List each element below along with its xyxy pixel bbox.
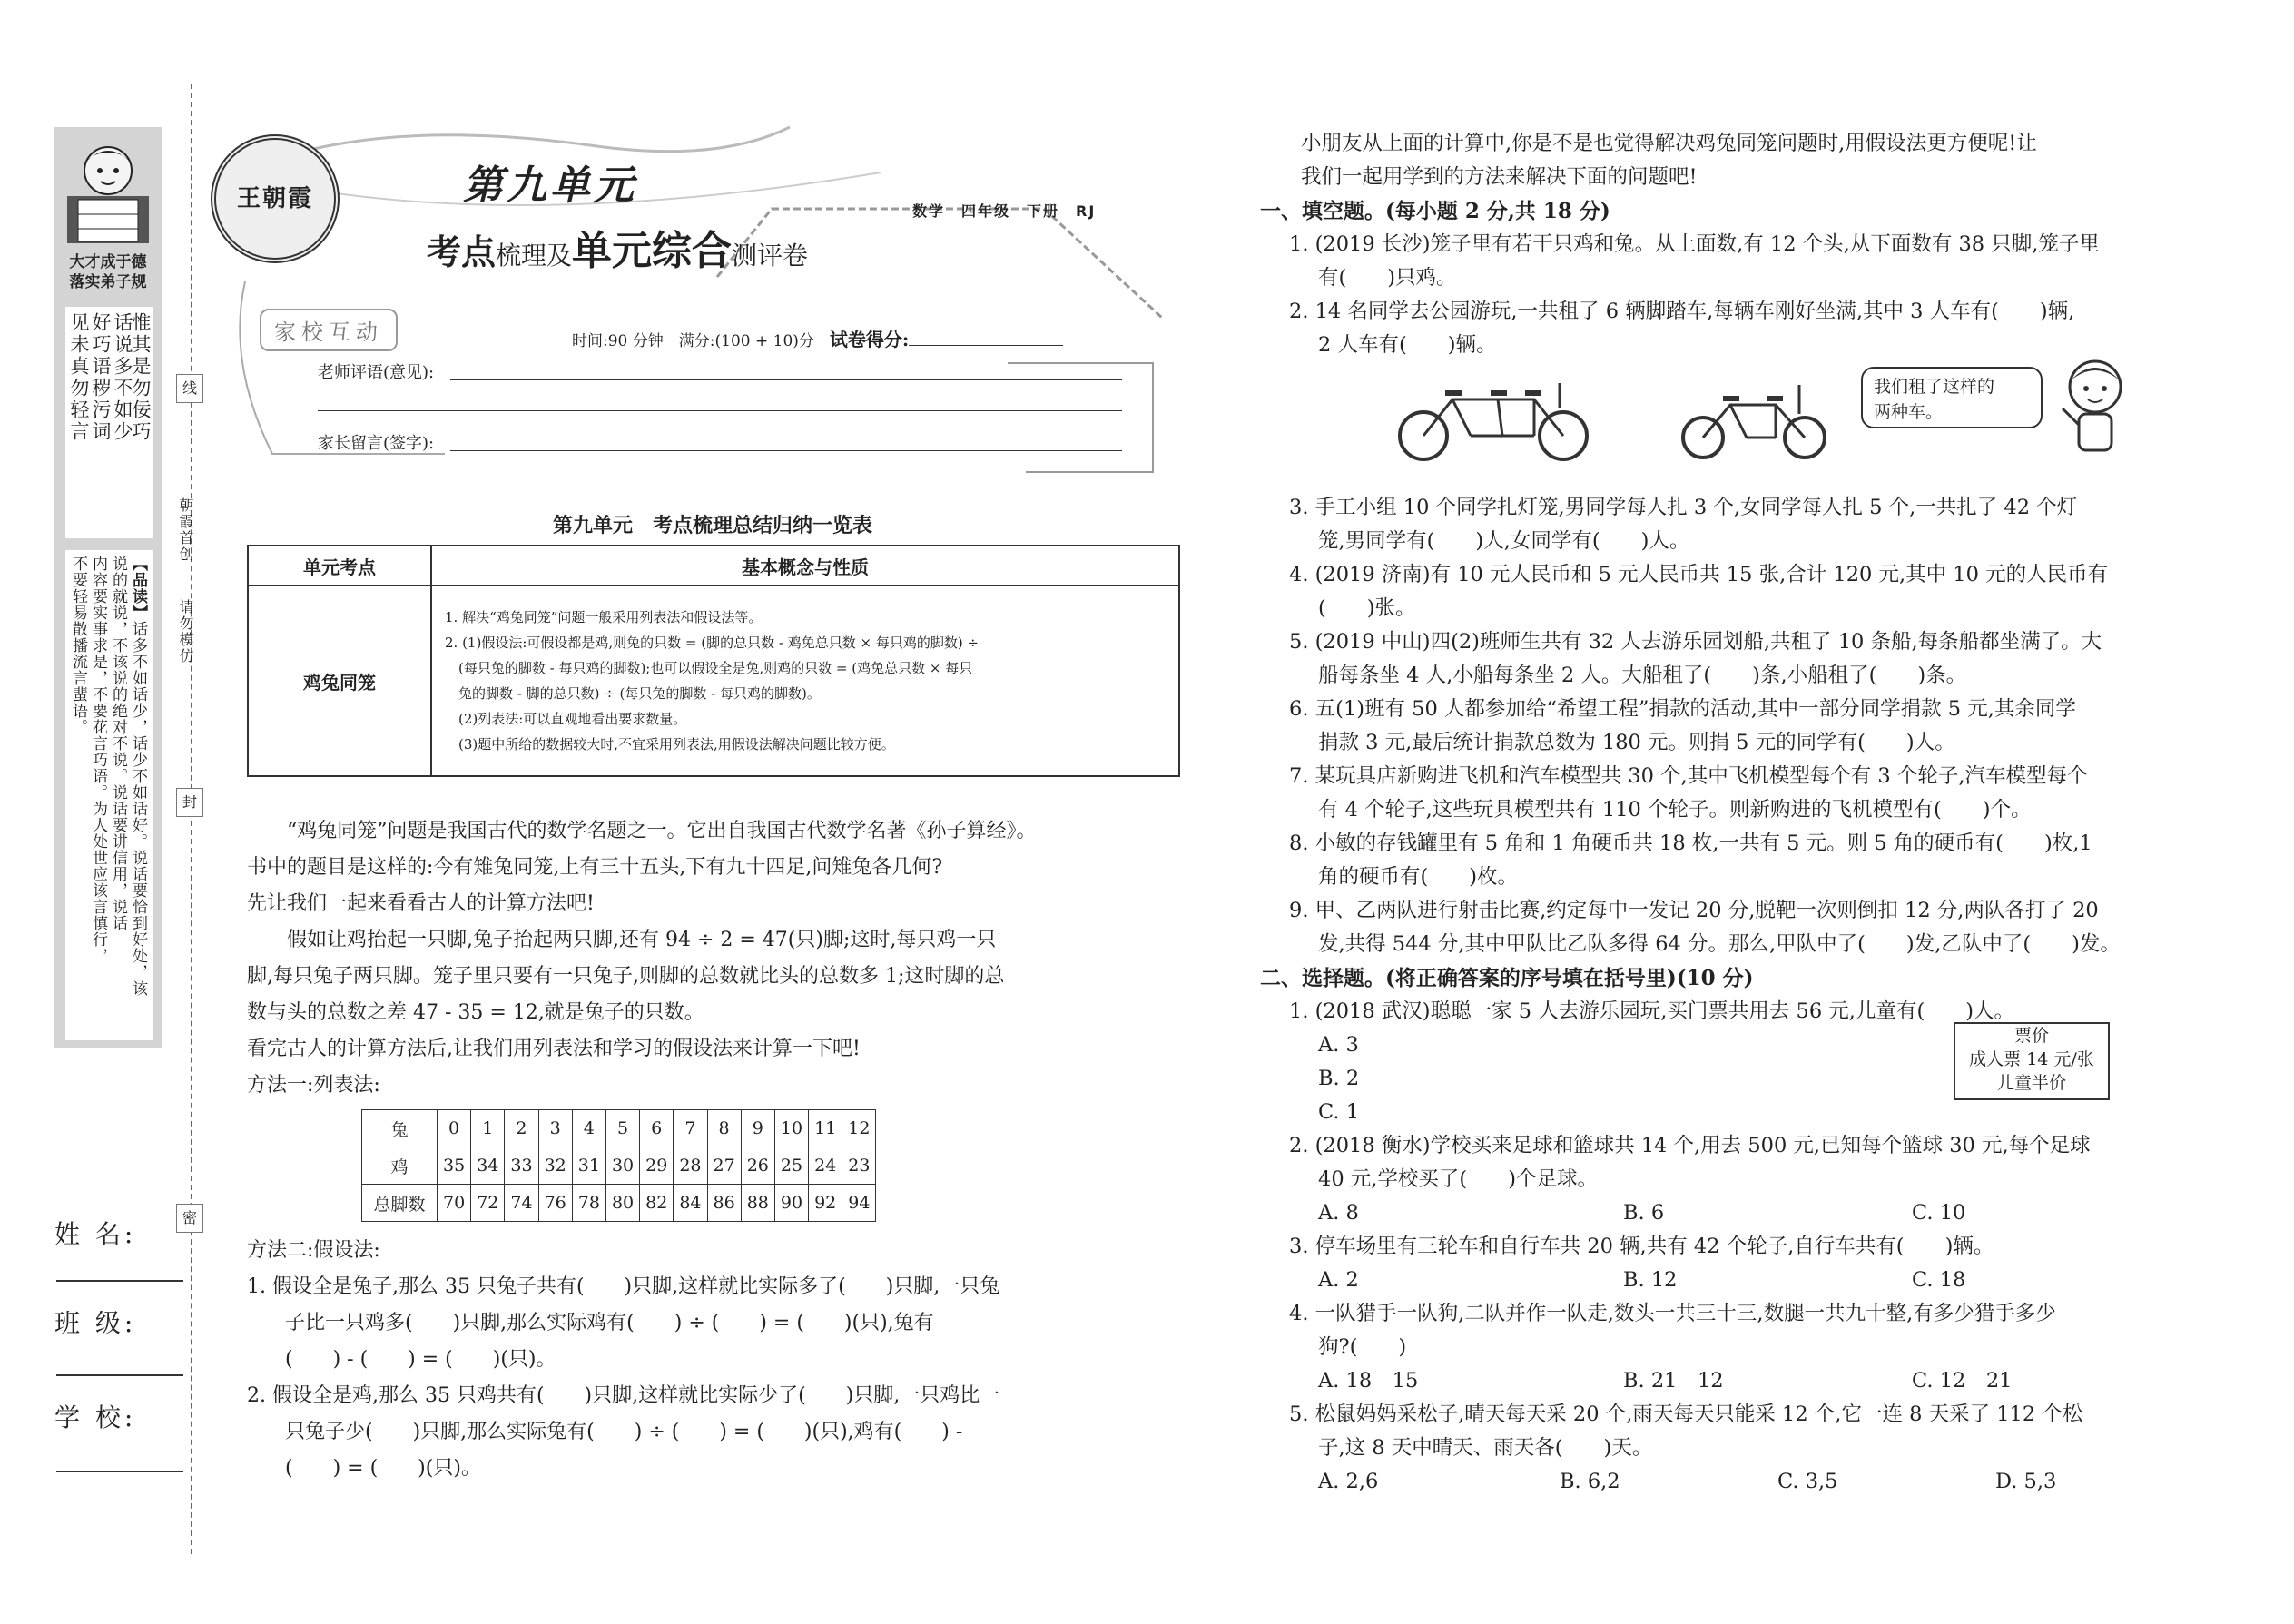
poem-col-1: 见未真勿轻言 [68,312,90,443]
fill-q7: 7. 某玩具店新购进飞机和汽车模型共 30 个,其中飞机模型每个有 3 个轮子,汽车模型每个 [1289,764,2088,788]
fill-q1: 1. (2019 长沙)笼子里有若干只鸡和兔。从上面数,有 12 个头,从下面数有 38 只脚,笼子里 [1289,232,2100,256]
choice-q2: 2. (2018 衡水)学校买来足球和篮球共 14 个,用去 500 元,已知每个篮球 30 元,每个足球 [1289,1134,2091,1157]
pindu-label: 【品读】 [129,556,147,621]
parent-comment-line[interactable] [450,450,1122,451]
unit-title: 第九单元 [463,162,637,209]
ticket-title: 票价 [2013,1026,2049,1046]
choice-q3-opt-c[interactable]: C. 18 [1912,1268,1966,1292]
summary-table [247,545,1180,777]
choice-q1: 1. (2018 武汉)聪聪一家 5 人去游乐园玩,买门票共用去 56 元,儿童有( )人。 [1289,999,2015,1023]
fill-q9: 9. 甲、乙两队进行射击比赛,约定每中一发记 20 分,脱靶一次则倒扣 12 分,两队各打了 20 [1289,899,2099,922]
assume-chicken-q: 2. 假设全是鸡,那么 35 只鸡共有( )只脚,这样就比实际少了( )只脚,一只鸡比一 [247,1384,1000,1407]
speech-bubble: 我们租了这样的 两种车。 [1861,367,2043,428]
choice-q1-opt-b[interactable]: B. 2 [1318,1067,1360,1090]
pindu-col-2: 说的就说，不该说的绝对不说。说话要讲信用，说话 [109,556,127,931]
table-row-rabbit: 兔 0 1 2 3 4 5 6 7 8 9 10 11 12 [362,1110,876,1147]
choice-q3-opt-b[interactable]: B. 12 [1623,1268,1678,1292]
assume-rabbit-q: 1. 假设全是兔子,那么 35 只兔子共有( )只脚,这样就比实际多了( )只脚,一只兔 [247,1275,1000,1298]
choice-q5-opt-a[interactable]: A. 2,6 [1318,1470,1379,1493]
choice-q2-opt-b[interactable]: B. 6 [1623,1201,1665,1225]
name-label: 姓 名: [54,1219,137,1249]
motto-poem [65,307,153,538]
exam-subtitle: 考点梳理及单元综合测评卷 [427,228,809,274]
section-choice: 二、选择题。(将正确答案的序号填在括号里)(10 分) [1260,966,1754,990]
fill-q5: 5. (2019 中山)四(2)班师生共有 32 人去游乐园划船,共租了 10 条船,每条船都坐满了。大 [1289,630,2102,654]
method-2-text: 方法二:假设法: 1. 假设全是兔子,那么 35 只兔子共有( )只脚,这样就比实际多了( )只脚,一只兔 子比一只鸡多( )只脚,那么实际鸡有( ) ÷ ( ) = ( )(只),兔有 ( ) - ( ) = ( )(只)。 2. 假设全是鸡,那么 35 只鸡共有( )只脚,这样就比实际少了( )只脚,一只鸡比一 只兔子少( )只脚,那么实际兔有( ) ÷ ( ) = ( )(只),鸡有( ) - ( ) = ( )(只)。 [247,1233,1191,1487]
pindu-col-3: 内容要实事求是，不要花言巧语。为人处世应该言慎行， [89,556,107,964]
fill-q2: 2. 14 名同学去公园游玩,一共租了 6 辆脚踏车,每辆车刚好坐满,其中 3 人车有( )辆, [1289,300,2075,323]
name-line[interactable] [56,1280,183,1282]
brand-logo [211,134,340,263]
score-blank[interactable] [909,345,1063,346]
summary-header-row [248,546,1179,586]
fill-q8: 8. 小敏的存钱罐里有 5 角和 1 角硬币共 18 枚,一共有 5 元。则 5 角的硬币有( )枚,1 [1289,832,2092,855]
listing-table [361,1109,876,1222]
motto-line-2: 落实弟子规 [69,273,147,291]
cut-note-1: 朝霞首创 [177,497,194,563]
choice-q2-opt-a[interactable]: A. 8 [1318,1201,1359,1225]
method-1-label: 方法一:列表法: [247,1074,380,1097]
choice-q2-opt-c[interactable]: C. 10 [1912,1201,1966,1225]
choice-q5-options [1260,1465,2222,1499]
cut-mark-xian: 线 [176,374,203,403]
total-score: 满分:(100 + 10)分 [678,332,814,350]
cut-line [191,84,192,1554]
summary-col-topic: 单元考点 [248,546,431,586]
right-column: 小朋友从上面的计算中,你是不是也觉得解决鸡兔同笼问题时,用假设法更方便呢!让 我们一起用学到的方法来解决下面的问题吧! 一、填空题。(每小题 2 分,共 18 分) 1. (2019 长沙)笼子里有若干只鸡和兔。从上面数,有 12 个头,从下面数有 38 只脚,笼子里 有( )只鸡。 2. 14 名同学去公园游玩,一共租了 6 辆脚踏车,每辆车刚好坐满,其中 3 人车有( )辆, 2 人车有( )辆。 3. 手工小组 10 个同学扎灯笼,男同学每人扎 3 个,女同学每人扎 5 个,一共扎了 42 个灯 笼,男同学有( )人,女同学有( )人。 4. (2019 济南)有 10 元人民币和 5 元人民币共 15 张,合计 120 元,其中 10 元的人民币有 ( )张。 5. (2019 中山)四(2)班师生共有 32 人去游乐园划船,共租了 10 条船,每条船都坐满了。大 船每条坐 4 人,小船每条坐 2 人。大船租了( )条,小船租了( )条。 6. 五(1)班有 50 人都参加给“希望工程”捐款的活动,其中一部分同学捐款 5 元,其余同学 捐款 3 元,最后统计捐款总数为 180 元。则捐 5 元的同学有( )人。 7. 某玩具店新购进飞机和汽车模型共 30 个,其中飞机模型每个有 3 个轮子,汽车模型每个 有 4 个轮子,这些玩具模型共有 110 个轮子。则新购进的飞机模型有( )个。 8. 小敏的存钱罐里有 5 角和 1 角硬币共 18 枚,一共有 5 元。则 5 角的硬币有( )枚,1 角的硬币有( )枚。 9. 甲、乙两队进行射击比赛,约定每中一发记 20 分,脱靶一次则倒扣 12 分,两队各打了 20 发,共得 544 分,其中甲队比乙队多得 64 分。那么,甲队中了( )发,乙队中了( )发。 二、选择题。(将正确答案的序号填在括号里)(10 分) 1. (2018 武汉)聪聪一家 5 人去游乐园玩,买门票共用去 56 元,儿童有( )人。 A. 3 B. 2 C. 1 2. (2018 衡水)学校买来足球和篮球共 14 个,用去 500 元,已知每个篮球 30 元,每个足球 40 元,学校买了( )个足球。 A. 8 B. 6 C. 10 3. 停车场里有三轮车和自行车共 20 辆,共有 42 个轮子,自行车共有( )辆。 A. 2 B. 12 C. 18 4. 一队猎手一队狗,二队并作一队走,数头一共三十三,数腿一共九十整,有多少猎手多少 狗?( ) A. 18 15 B. 21 12 C. 12 21 5. 松鼠妈妈采松子,晴天每天采 20 个,雨天每天只能采 12 个,它一连 8 天采了 112 个松 子,这 8 天中晴天、雨天各( )天。 A. 2,6 B. 6,2 C. 3,5 D. 5,3 [1260,127,2222,1499]
table-row-feet: 总脚数 70 72 74 76 78 80 82 84 86 88 90 92 94 [362,1185,876,1222]
choice-q3-opt-a[interactable]: A. 2 [1318,1268,1359,1292]
home-school-badge: 家校互动 [260,309,398,351]
time-limit: 时间:90 分钟 [572,332,664,350]
class-line[interactable] [56,1374,183,1376]
choice-q5: 5. 松鼠妈妈采松子,晴天每天采 20 个,雨天每天只能采 12 个,它一连 8 天采了 112 个松 [1289,1403,2083,1426]
choice-q4: 4. 一队猎手一队狗,二队并作一队走,数头一共三十三,数腿一共九十整,有多少猎手多少 [1289,1302,2056,1325]
pindu-box [65,550,153,1040]
class-label: 班 级: [54,1308,137,1338]
choice-q4-opt-a[interactable]: A. 18 15 [1318,1369,1419,1393]
fill-q6: 6. 五(1)班有 50 人都参加给“希望工程”捐款的活动,其中一部分同学捐款 5 元,其余同学 [1289,697,2076,721]
pindu-col-4: 不要轻易散播流言蜚语。 [69,556,87,735]
tandem-bike-3-seat [1398,372,1589,463]
choice-q4-opt-b[interactable]: B. 21 12 [1623,1369,1724,1393]
cut-mark-mi: 密 [176,1204,203,1233]
school-line[interactable] [56,1471,183,1472]
exam-info [572,325,1063,351]
method-2-label: 方法二:假设法: [247,1239,380,1262]
ticket-child: 儿童半价 [1996,1073,2066,1093]
school-label: 学 校: [54,1403,137,1432]
choice-q5-opt-b[interactable]: B. 6,2 [1560,1470,1620,1493]
section-fill-blank: 一、填空题。(每小题 2 分,共 18 分) [1260,199,1610,223]
choice-q5-opt-d[interactable]: D. 5,3 [1995,1470,2057,1493]
teacher-comment-line-2[interactable] [318,410,1122,411]
choice-q3-options [1260,1264,2222,1297]
teacher-comment-label: 老师评语(意见): [318,363,435,382]
summary-col-concept: 基本概念与性质 [431,546,1179,586]
summary-row [248,586,1179,776]
motto-line-1: 大才成于德 [69,253,147,271]
choice-q5-opt-c[interactable]: C. 3,5 [1777,1470,1838,1493]
fill-q3: 3. 手工小组 10 个同学扎灯笼,男同学每人扎 3 个,女同学每人扎 5 个,一共扎了 42 个灯 [1289,496,2078,519]
choice-q4-options [1260,1364,2222,1398]
summary-concepts: 1. 解决“鸡兔同笼”问题一般采用列表法和假设法等。 2. (1)假设法:可假设都是鸡,则兔的只数 = (脚的总只数 - 鸡兔总只数 × 每只鸡的脚数) ÷ (每只兔的脚数 - 每只鸡的脚数);也可以假设全是兔,则鸡的只数 = (鸡兔总只数 × 每只 兔的脚数 - 脚的总只数) ÷ (每只兔的脚数 - 每只鸡的脚数)。 (2)列表法:可以直观地看出要求数量。 (3)题中所给的数据较大时,不宜采用列表法,用假设法解决问题比较方便。 [431,586,1179,776]
logo-text: 王朝霞 [236,185,313,212]
ticket-price-box [1954,1022,2110,1100]
summary-title: 第九单元 考点梳理总结归纳一览表 [552,514,872,537]
fill-q4: 4. (2019 济南)有 10 元人民币和 5 元人民币共 15 张,合计 120 元,其中 10 元的人民币有 [1289,563,2109,586]
motto-top [60,252,156,292]
cut-mark-feng: 封 [176,788,203,817]
choice-q1-opt-a[interactable]: A. 3 [1318,1033,1359,1057]
grade-tags: 数学 四年级 下册 RJ [912,202,1097,220]
choice-q4-opt-c[interactable]: C. 12 21 [1912,1369,2013,1393]
poem-col-3: 话说多不如少 [112,312,133,443]
choice-q3: 3. 停车场里有三轮车和自行车共 20 辆,共有 42 个轮子,自行车共有( )辆。 [1289,1235,1994,1258]
tandem-bike-2-seat [1681,378,1826,463]
boy-illustration [2053,354,2135,454]
ticket-adult: 成人票 14 元/张 [1969,1049,2094,1069]
teacher-comment-line[interactable] [450,379,1122,380]
choice-q2-options [1260,1196,2222,1230]
child-illustration [60,133,156,247]
poem-col-2: 好巧语秽污词 [90,312,112,443]
parent-comment-label: 家长留言(签字): [318,434,435,453]
poem-col-4: 惟其是勿佞巧 [130,312,152,443]
table-row-chicken: 鸡 35 34 33 32 31 30 29 28 27 26 25 24 23 [362,1147,876,1185]
intro-text: “鸡兔同笼”问题是我国古代的数学名题之一。它出自我国古代数学名著《孙子算经》。 书中的题目是这样的:今有雉兔同笼,上有三十五头,下有九十四足,问雉兔各几何? 先让我们一起来看看古人的计算方法吧! 假如让鸡抬起一只脚,兔子抬起两只脚,还有 94 ÷ 2 = 47(只)脚;这时,每只鸡一只 脚,每只兔子两只脚。笼子里只要有一只兔子,则脚的总数就比头的总数多 1;这时脚的总 数与头的总数之差 47 - 35 = 12,就是兔子的只数。 看完古人的计算方法后,让我们用列表法和学习的假设法来计算一下吧! 方法一:列表法: [247,813,1191,1104]
choice-q1-opt-c[interactable]: C. 1 [1318,1100,1360,1124]
pindu-col-1: 【品读】话多不如话少，话少不如话好。说话要恰到好处，该 [129,556,147,997]
cut-note-2: 请勿模仿 [177,599,194,664]
score-label: 试卷得分: [829,329,910,350]
summary-topic: 鸡兔同笼 [248,586,431,776]
